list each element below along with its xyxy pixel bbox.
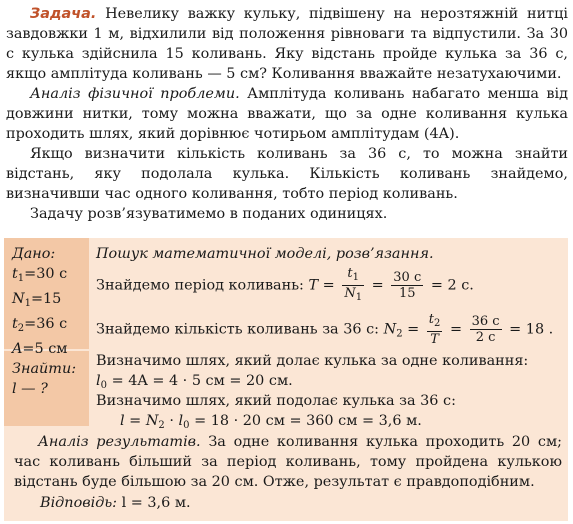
results-analysis-text: За одне коливання кулька проходить 20 см; час коливань більший за період коливань, тому пройдена кулькою відстань буде більшою за 20 см. Отже, результат є правдоподібним. — [14, 434, 562, 490]
physics-analysis-text: Амплітуда коливань набагато менша від довжини нитки, тому можна вважати, що за одне коливання кулька проходить шлях, який дорівнює чотирьом амплітудам (4A). — [6, 86, 568, 142]
given-label: Дано: — [12, 246, 56, 262]
answer-value: l = 3,6 м. — [121, 495, 191, 511]
given-t2: $t_2=36$ с — [12, 316, 68, 334]
problem-heading: Задача. — [30, 6, 97, 22]
problem-statement — [6, 4, 568, 84]
physics-analysis-label: Аналіз фізичної проблеми. — [30, 86, 240, 102]
solution-step4 — [96, 391, 456, 436]
step3-text: Визначимо шлях, який долає кулька за одне коливання: — [96, 353, 529, 369]
step3-formula-line: $l_0 = 4A = 4 \cdot 5$ см = 20 см. — [96, 373, 293, 391]
given-n1: $N_1=15$ — [12, 291, 62, 309]
step4-text: Визначимо шлях, який подолає кулька за 36 с: — [96, 393, 456, 409]
solution-step1: Знайдемо період коливань: T = $\frac{t_1}{N_1}$ = $\frac{30 с}{15}$ = 2 с. — [96, 266, 474, 303]
step2-fraction-numeric: $\frac{36 с}{2 с}$ — [471, 314, 500, 345]
paragraph-count: Якщо визначити кількість коливань за 36 с, то можна знайти відстань, яку подолала кулька. Кількість коливань знайдемо, визначивши час одного коливання, тобто період коливань. — [6, 146, 568, 202]
step1-fraction-numeric: $\frac{30 с}{15}$ — [393, 270, 422, 301]
step4-formula: = 18 · 20 см = 360 см = 3,6 м. — [194, 413, 422, 429]
step3-formula: = 4A = 4 · 5 см = 20 см. — [111, 373, 293, 389]
problem-text-block — [6, 4, 568, 224]
given-list — [12, 244, 67, 359]
step1-fraction-symbolic: $\frac{t_1}{N_1}$ — [344, 266, 363, 303]
given-t1: $t_1=30$ с — [12, 266, 68, 284]
find-value: l — ? — [12, 381, 48, 397]
answer-line — [40, 493, 191, 513]
step1-text: Знайдемо період коливань: — [96, 277, 304, 294]
given-a: A=5 см — [12, 341, 68, 357]
paragraph-units: Задачу розв’язуватимемо в поданих одиницях. — [30, 206, 388, 222]
answer-label: Відповідь: — [40, 495, 118, 511]
step2-text: Знайдемо кількість коливань за 36 с: — [96, 321, 380, 338]
find-label: Знайти: — [12, 361, 77, 377]
results-analysis — [14, 432, 562, 492]
solution-heading: Пошук математичної моделі, розв’язання. — [96, 246, 434, 262]
solution-step3 — [96, 351, 528, 396]
step2-result: = 18 . — [509, 321, 554, 338]
step2-fraction-symbolic: $\frac{t_2}{T}$ — [428, 312, 441, 347]
physics-analysis — [6, 84, 568, 144]
problem-body: Невелику важку кульку, підвішену на нерозтяжній нитці завдовжки 1 м, відхилили від положення рівноваги та відпустили. За 30 с кулька здійснила 15 коливань. Яку відстань пройде кулька за 36 с, якщо амплітуда коливань — 5 см? Коливання вважайте незатухаючими. — [6, 6, 569, 82]
find-list — [12, 359, 76, 399]
step4-formula-line: $l = N_2 \cdot l_0 = 18 \cdot 20$ см = 360 см = 3,6 м. — [120, 413, 422, 431]
results-analysis-label: Аналіз результатів. — [38, 434, 201, 450]
solution-step2: Знайдемо кількість коливань за 36 с: $N_2$ = $\frac{t_2}{T}$ = $\frac{36 с}{2 с}$ = 18 . — [96, 312, 554, 347]
step1-result: = 2 с. — [430, 277, 474, 294]
